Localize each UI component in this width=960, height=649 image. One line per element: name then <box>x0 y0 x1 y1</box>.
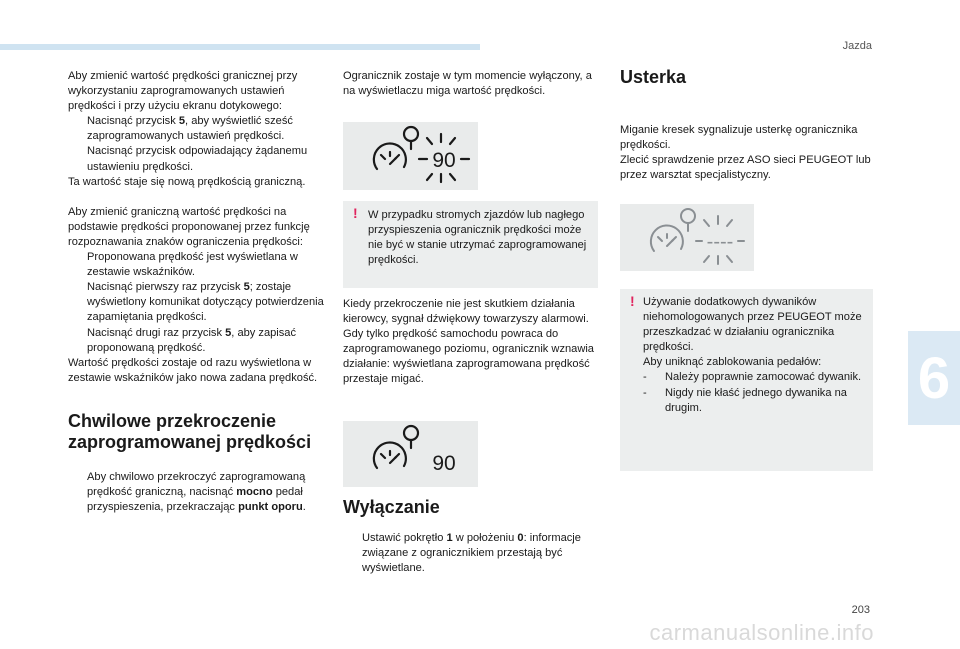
speed-limiter-display-icon <box>343 122 478 190</box>
paragraph: Gdy tylko prędkość samochodu powraca do zaprogramowanego poziomu, ogranicznik wznawia działanie: wyświetlana zaprogramowana prędkość przestaje migać. <box>343 328 594 386</box>
watermark: carmanualsonline.info <box>649 620 874 645</box>
display-dashes: ---- <box>706 231 734 253</box>
display-speed-value: 90 <box>432 452 456 475</box>
warning-text: W przypadku stromych zjazdów lub nagłego przyspieszenia ogranicznik prędkości może nie być w stanie utrzymać zaprogramowanej prędkości. <box>368 209 587 267</box>
display-speed-value: 90 <box>432 149 456 172</box>
dash-marker: - <box>643 371 647 384</box>
column-2-middle <box>343 297 605 388</box>
warning-text: Aby uniknąć zablokowania pedałów: <box>643 356 822 369</box>
speed-limiter-display-icon <box>343 421 478 487</box>
warning-icon: ! <box>630 293 635 309</box>
display-illustration-fault <box>620 204 754 271</box>
paragraph: Aby zmienić wartość prędkości granicznej przy wykorzystaniu zaprogramowanych ustawień prędkości i przy użyciu ekranu dotykowego: <box>68 70 298 113</box>
column-1 <box>68 69 330 515</box>
bullet-item: Nacisnąć przycisk odpowiadający żądanemu ustawieniu prędkości. <box>87 145 308 173</box>
warning-text: Używanie dodatkowych dywaników niehomologowanych przez PEUGEOT może przeszkadzać w działaniu ogranicznika prędkości. <box>643 296 862 354</box>
paragraph: Wartość prędkości zostaje od razu wyświetlona w zestawie wskaźników jako nowa zadana prędkość. <box>68 356 318 384</box>
paragraph: Ta wartość staje się nową prędkością graniczną. <box>68 175 306 188</box>
warning-box <box>343 201 598 288</box>
paragraph: Ogranicznik zostaje w tym momencie wyłączony, a na wyświetlaczu miga wartość prędkości. <box>343 70 592 98</box>
display-illustration-blinking <box>343 122 478 190</box>
column-3-top <box>620 67 882 183</box>
bullet-item: Nacisnąć pierwszy raz przycisk 5; zostaje wyświetlony komunikat dotyczący potwierdzenia zapamiętania prędkości. <box>87 281 324 324</box>
header-bar <box>0 44 480 50</box>
bullet-item: Nacisnąć drugi raz przycisk 5, aby zapisać proponowaną prędkość. <box>87 326 297 354</box>
section-heading: Usterka <box>620 67 687 87</box>
warning-content <box>643 295 865 416</box>
speed-limiter-fault-icon <box>620 204 754 271</box>
bullet-item: Ustawić pokrętło 1 w położeniu 0: informacje związane z ogranicznikiem przestają być wyświetlane. <box>362 532 581 575</box>
paragraph: Aby zmienić graniczną wartość prędkości na podstawie prędkości proponowanej przez funkcję rozpoznawania znaków ograniczenia prędkości: <box>68 205 310 248</box>
warning-box <box>620 289 873 471</box>
section-title: Jazda <box>842 40 872 52</box>
dash-marker: - <box>643 386 647 399</box>
chapter-number: 6 <box>917 345 951 411</box>
chapter-tab <box>908 331 960 425</box>
bullet-item: Aby chwilowo przekroczyć zaprogramowaną prędkość graniczną, nacisnąć mocno pedał przyspieszenia, przekraczając punkt oporu. <box>87 470 306 514</box>
column-2-top <box>343 69 605 99</box>
paragraph: Miganie kresek sygnalizuje usterkę ogranicznika prędkości. <box>620 124 858 152</box>
warning-icon: ! <box>353 205 358 221</box>
dash-item: - Należy poprawnie zamocować dywanik. <box>643 370 865 385</box>
bullet-item: Nacisnąć przycisk 5, aby wyświetlić sześć zaprogramowanych ustawień prędkości. <box>87 115 293 143</box>
bullet-item: Proponowana prędkość jest wyświetlana w zestawie wskaźników. <box>87 251 298 279</box>
section-heading: Chwilowe przekroczenie zaprogramowanej prędkości <box>68 410 312 452</box>
page-number: 203 <box>851 604 870 616</box>
paragraph: Kiedy przekroczenie nie jest skutkiem działania kierowcy, sygnał dźwiękowy towarzyszy alarmowi. <box>343 298 589 326</box>
dash-item: - Nigdy nie kłaść jednego dywanika na drugim. <box>643 386 847 414</box>
column-2-bottom <box>343 497 605 576</box>
paragraph: Zlecić sprawdzenie przez ASO sieci PEUGEOT lub przez warsztat specjalistyczny. <box>620 154 871 182</box>
display-illustration-steady <box>343 421 478 487</box>
section-heading: Wyłączanie <box>343 497 440 517</box>
